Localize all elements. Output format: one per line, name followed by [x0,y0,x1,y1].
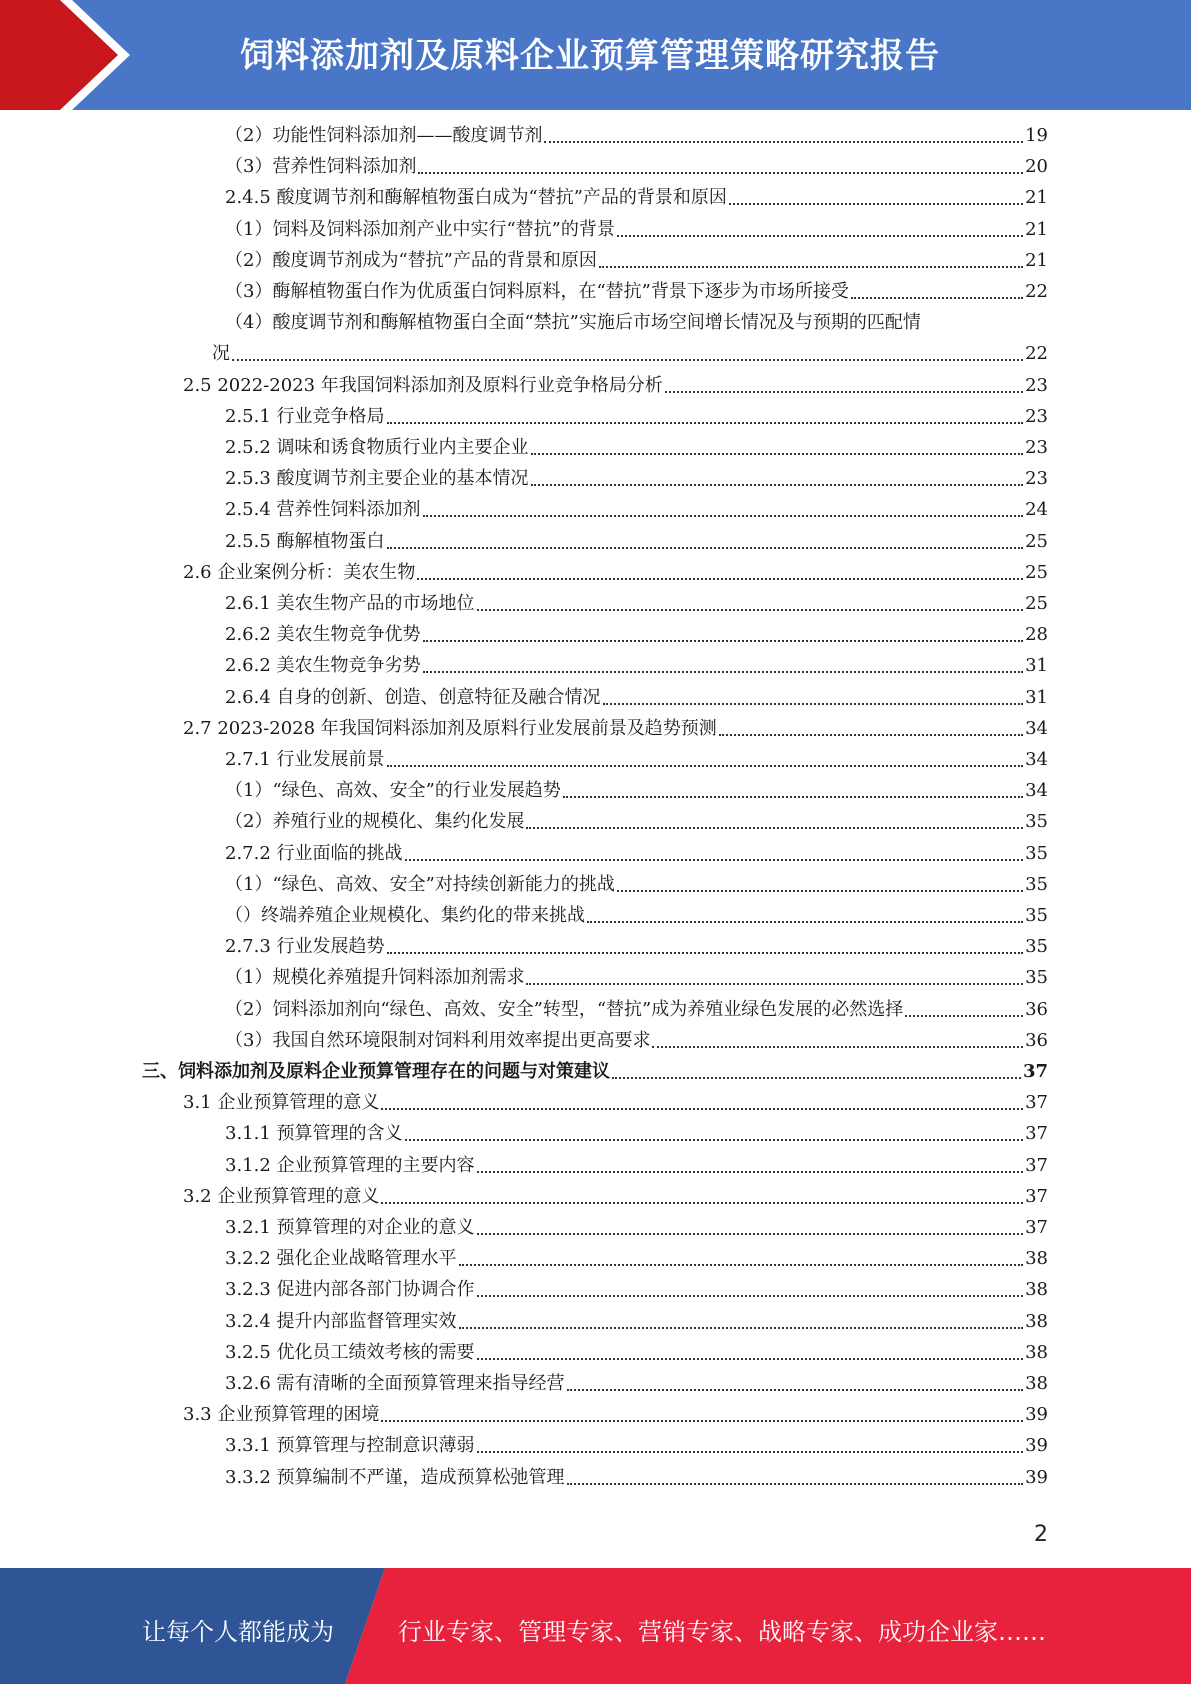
toc-entry[interactable] [225,1467,1048,1489]
toc-entry-label: 3.3.1 预算管理与控制意识薄弱 [225,1435,475,1457]
toc-entry[interactable] [225,749,1048,771]
toc-leader-dots [459,1313,1024,1329]
toc-entry-label: （3）酶解植物蛋白作为优质蛋白饲料原料，在“替抗”背景下逐步为市场所接受 [225,281,849,302]
toc-entry[interactable] [225,312,1048,334]
toc-leader-dots [567,1469,1024,1485]
toc-entry[interactable] [225,156,1048,178]
toc-leader-dots [405,845,1024,861]
toc-leader-dots [387,408,1024,424]
toc-entry-label: （1）饲料及饲料添加剂产业中实行“替抗”的背景 [225,218,615,240]
toc-entry[interactable] [225,1311,1048,1333]
toc-entry[interactable] [225,967,1048,989]
toc-entry[interactable] [225,1279,1048,1301]
toc-entry-label: 2.7.2 行业面临的挑战 [225,842,403,864]
toc-entry-label: （2）饲料添加剂向“绿色、高效、安全”转型，“替抗”成为养殖业绿色发展的必然选择 [225,998,904,1020]
toc-entry-label: 2.5.2 调味和诱食物质行业内主要企业 [225,437,529,458]
toc-leader-dots [477,1157,1024,1173]
toc-entry-page: 38 [1025,1279,1048,1301]
toc-entry-page: 39 [1025,1404,1048,1426]
toc-entry[interactable] [212,343,1048,365]
toc-entry-page: 34 [1025,717,1048,739]
toc-leader-dots [418,158,1023,174]
toc-leader-dots [563,782,1023,798]
toc-entry-page: 31 [1025,686,1048,708]
toc-entry-label: 2.6.1 美农生物产品的市场地位 [225,593,475,614]
toc-entry-label: 2.6.2 美农生物竞争劣势 [225,655,421,677]
report-title: 饲料添加剂及原料企业预算管理策略研究报告 [240,36,940,76]
toc-leader-dots [905,1001,1023,1017]
toc-leader-dots [617,876,1023,892]
toc-leader-dots [232,345,1023,361]
toc-entry-page: 37 [1025,1185,1048,1207]
toc-entry[interactable] [225,874,1048,896]
toc-leader-dots [417,564,1023,580]
toc-entry[interactable] [225,1342,1048,1364]
toc-entry-label: （3）营养性饲料添加剂 [225,156,417,178]
toc-leader-dots [477,1281,1024,1297]
toc-entry[interactable] [225,187,1048,209]
toc-entry-label: 2.4.5 酸度调节剂和酶解植物蛋白成为“替抗”产品的背景和原因 [225,187,727,209]
toc-leader-dots [423,501,1024,517]
red-chevron-icon [0,0,160,110]
toc-entry-label: （1）“绿色、高效、安全”的行业发展趋势 [225,780,561,802]
toc-entry[interactable] [225,1217,1048,1239]
toc-entry[interactable] [225,1155,1048,1177]
toc-entry[interactable] [225,687,1048,709]
toc-entry-label: 2.7.1 行业发展前景 [225,749,385,770]
toc-entry-page: 36 [1025,1029,1048,1051]
toc-entry-page: 35 [1025,873,1048,895]
toc-leader-dots [381,1094,1023,1110]
toc-leader-dots [387,938,1024,954]
toc-entry[interactable] [225,593,1048,615]
toc-leader-dots [851,283,1023,299]
toc-entry-page: 22 [1025,343,1048,365]
toc-entry-page: 23 [1025,374,1048,396]
toc-entry[interactable] [142,1061,1048,1083]
footer-slogan-left: 让每个人都能成为 [142,1618,334,1646]
toc-entry-page: 35 [1025,811,1048,833]
toc-entry-page: 23 [1025,405,1048,427]
toc-entry-page: 21 [1025,249,1048,271]
toc-leader-dots [729,189,1023,205]
toc-entry[interactable] [225,999,1048,1021]
toc-leader-dots [587,907,1023,923]
toc-entry-label: 2.7.3 行业发展趋势 [225,936,385,958]
page-footer [0,1568,1191,1684]
footer-slogan-right: 行业专家、管理专家、营销专家、战略专家、成功企业家…… [398,1618,1046,1646]
toc-entry[interactable] [225,531,1048,553]
page-number: 2 [1034,1522,1048,1547]
toc-entry-label: 3.2.5 优化员工绩效考核的需要 [225,1341,475,1363]
toc-leader-dots [423,626,1024,642]
toc-leader-dots [531,439,1024,455]
toc-leader-dots [477,1219,1024,1235]
toc-leader-dots [531,470,1024,486]
toc-entry[interactable] [225,406,1048,428]
toc-entry-page: 34 [1025,780,1048,802]
toc-entry-label: 3.2.1 预算管理的对企业的意义 [225,1217,475,1238]
toc-entry-page: 37 [1025,1217,1048,1238]
toc-entry-label: 2.5.4 营养性饲料添加剂 [225,499,421,521]
toc-entry-page: 22 [1025,281,1048,302]
toc-entry[interactable] [225,437,1048,459]
toc-entry-label: 3.3.2 预算编制不严谨，造成预算松弛管理 [225,1466,565,1488]
toc-entry-page: 23 [1025,468,1048,490]
toc-entry[interactable] [225,1373,1048,1395]
toc-entry-page: 28 [1025,624,1048,646]
toc-leader-dots [459,1250,1024,1266]
toc-entry[interactable] [183,562,1048,584]
toc-entry[interactable] [225,1435,1048,1457]
toc-entry-page: 25 [1025,530,1048,552]
toc-leader-dots [381,1406,1023,1422]
toc-entry-label: （1）规模化养殖提升饲料添加剂需求 [225,967,525,989]
toc-entry[interactable] [225,1248,1048,1270]
toc-entry-page: 37 [1025,1123,1048,1145]
toc-entry-page: 35 [1025,905,1048,926]
toc-leader-dots [381,1188,1023,1204]
toc-entry[interactable] [225,905,1048,927]
toc-entry-label: 3.1.1 预算管理的含义 [225,1123,403,1145]
toc-entry-page: 39 [1025,1466,1048,1488]
toc-leader-dots [423,657,1024,673]
toc-entry-page: 21 [1025,218,1048,240]
toc-leader-dots [599,252,1023,268]
toc-entry[interactable] [183,375,1048,397]
toc-entry-label: （）终端养殖企业规模化、集约化的带来挑战 [225,905,585,926]
toc-entry-page: 25 [1025,561,1048,583]
toc-leader-dots [526,813,1023,829]
toc-entry-label: 3.2.4 提升内部监督管理实效 [225,1310,457,1332]
toc-entry-label: 2.5 2022-2023 年我国饲料添加剂及原料行业竞争格局分析 [183,374,663,396]
toc-entry-page: 38 [1025,1248,1048,1270]
toc-entry[interactable] [225,499,1048,521]
toc-entry-label: 2.5.5 酶解植物蛋白 [225,530,385,552]
toc-entry-label: 3.2 企业预算管理的意义 [183,1185,380,1207]
toc-entry-label: （2）酸度调节剂成为“替抗”产品的背景和原因 [225,249,597,271]
toc-entry-page: 37 [1022,1061,1048,1082]
toc-entry-page: 20 [1025,156,1048,178]
toc-leader-dots [387,533,1024,549]
toc-entry-label: 2.5.3 酸度调节剂主要企业的基本情况 [225,468,529,490]
toc-leader-dots [617,221,1023,237]
toc-entry[interactable] [225,468,1048,490]
toc-entry[interactable] [183,718,1048,740]
toc-entry[interactable] [225,780,1048,802]
toc-entry-page: 37 [1025,1092,1048,1114]
toc-entry-label: （1）“绿色、高效、安全”对持续创新能力的挑战 [225,873,615,895]
toc-entry-page: 38 [1025,1341,1048,1363]
toc-entry-label: 3.2.2 强化企业战略管理水平 [225,1248,457,1270]
toc-entry-label: 三、饲料添加剂及原料企业预算管理存在的问题与对策建议 [142,1061,610,1082]
toc-entry-label: （4）酸度调节剂和酶解植物蛋白全面“禁抗”实施后市场空间增长情况及与预期的匹配情 [225,312,921,334]
toc-entry-label: 2.7 2023-2028 年我国饲料添加剂及原料行业发展前景及趋势预测 [183,717,717,739]
toc-entry-page: 35 [1025,936,1048,958]
toc-entry-page: 34 [1025,749,1048,770]
toc-entry-page: 23 [1025,437,1048,458]
toc-entry-page: 31 [1025,655,1048,677]
toc-entry-label: 2.5.1 行业竞争格局 [225,405,385,427]
toc-entry[interactable] [225,655,1048,677]
toc-entry-page: 25 [1025,593,1048,614]
toc-entry-label: 2.6.2 美农生物竞争优势 [225,624,421,646]
toc-entry[interactable] [225,1030,1048,1052]
toc-entry-page: 19 [1025,125,1048,146]
toc-leader-dots [665,377,1023,393]
toc-entry[interactable] [225,281,1048,303]
toc-entry[interactable] [225,811,1048,833]
toc-entry[interactable] [225,219,1048,241]
toc-entry-label: 2.6 企业案例分析：美农生物 [183,561,416,583]
toc-entry-page: 36 [1025,998,1048,1020]
toc-entry[interactable] [225,936,1048,958]
toc-entry-page: 35 [1025,967,1048,989]
toc-entry[interactable] [225,125,1048,147]
toc-entry[interactable] [183,1092,1048,1114]
toc-leader-dots [567,1375,1024,1391]
toc-leader-dots [544,127,1023,143]
toc-entry-page: 38 [1025,1373,1048,1394]
page-header [0,0,1191,110]
toc-leader-dots [526,969,1023,985]
toc-entry-page: 21 [1025,187,1048,209]
toc-entry[interactable] [225,624,1048,646]
toc-entry[interactable] [225,843,1048,865]
toc-leader-dots [719,720,1023,736]
toc-entry-label: 3.1 企业预算管理的意义 [183,1092,380,1114]
toc-entry-label: 3.1.2 企业预算管理的主要内容 [225,1154,475,1176]
toc-leader-dots [405,1125,1024,1141]
toc-entry-page: 35 [1025,842,1048,864]
toc-entry-page: 39 [1025,1435,1048,1457]
toc-entry[interactable] [225,250,1048,272]
toc-entry-label: 3.2.6 需有清晰的全面预算管理来指导经营 [225,1373,565,1394]
toc-entry-label: （3）我国自然环境限制对饲料利用效率提出更高要求 [225,1029,651,1051]
toc-entry-page: 38 [1025,1310,1048,1332]
toc-entry-page: 24 [1025,499,1048,521]
toc-leader-dots [612,1063,1021,1079]
toc-leader-dots [477,595,1024,611]
toc-leader-dots [603,689,1024,705]
toc-entry[interactable] [183,1404,1048,1426]
toc-leader-dots [387,751,1024,767]
toc-entry[interactable] [225,1123,1048,1145]
toc-entry-label: 3.3 企业预算管理的困境 [183,1404,380,1426]
toc-leader-dots [652,1032,1023,1048]
toc-leader-dots [477,1344,1024,1360]
toc-entry-label: 3.2.3 促进内部各部门协调合作 [225,1279,475,1301]
toc-entry-label: 2.6.4 自身的创新、创造、创意特征及融合情况 [225,686,601,708]
toc-entry[interactable] [183,1186,1048,1208]
toc-entry-label: （2）功能性饲料添加剂——酸度调节剂 [225,125,543,146]
toc-entry-page: 37 [1025,1154,1048,1176]
toc-entry-label: 况 [212,343,230,365]
toc-entry-label: （2）养殖行业的规模化、集约化发展 [225,811,525,833]
toc-leader-dots [477,1437,1024,1453]
